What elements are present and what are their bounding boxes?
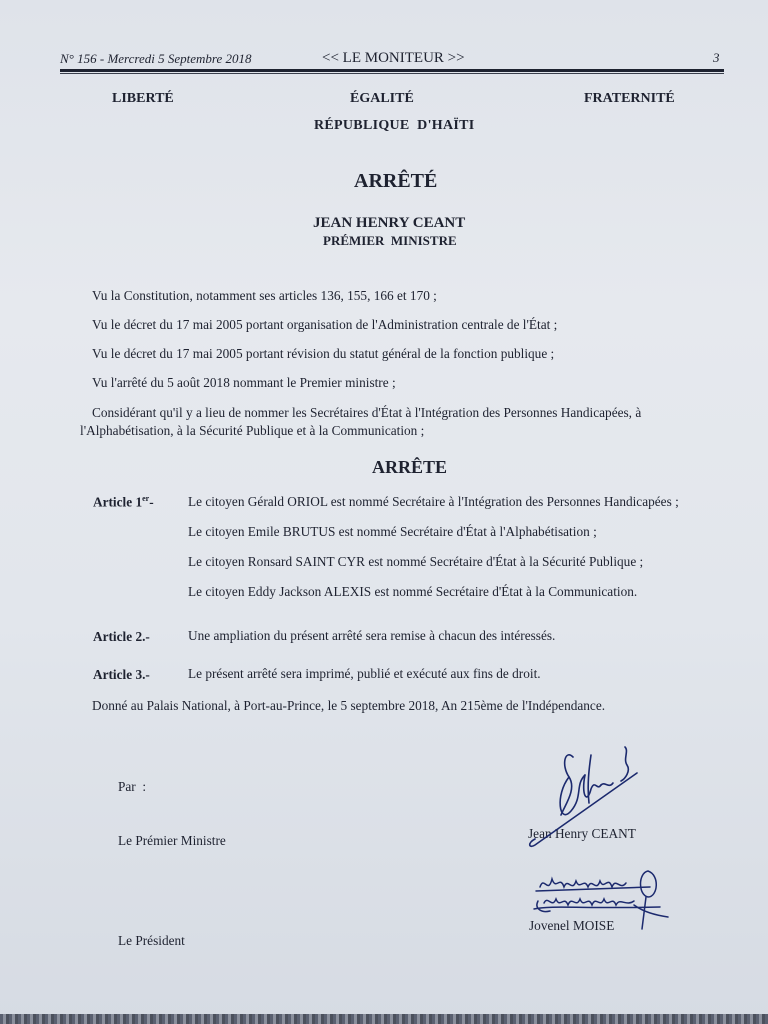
par-label (118, 779, 146, 795)
issue-info: N° 156 - Mercredi 5 Septembre 2018 (60, 51, 252, 66)
article-1-label-text: Article 1 (93, 494, 143, 510)
motto-fraternite: FRATERNITÉ (584, 91, 675, 106)
par-text: Par : (118, 779, 147, 794)
publication-name: << LE MONITEUR >> (322, 50, 465, 66)
header-rule (60, 69, 724, 72)
president-title: Le Président (118, 933, 185, 948)
considerant-line-2: l'Alphabétisation, à la Sécurité Publique et à la Communication ; (80, 423, 425, 438)
consideration-4: Vu l'arrêté du 5 août 2018 nommant le Premier ministre ; (92, 375, 396, 390)
given-at: Donné au Palais National, à Port-au-Prince, le 5 septembre 2018, An 215ème de l'Indépendance. (92, 698, 606, 713)
page-number: 3 (713, 50, 720, 65)
header-rule-thin (60, 73, 724, 74)
author-role-text: PRÉMIER MINISTRE (323, 233, 457, 248)
article-2-text: Une ampliation du présent arrêté sera remise à chacun des intéressés. (188, 628, 556, 643)
author-role (323, 233, 457, 249)
article-1-label-suffix: - (149, 494, 154, 510)
motto-egalite: ÉGALITÉ (350, 91, 414, 106)
article-1-line-4: Le citoyen Eddy Jackson ALEXIS est nommé Secrétaire d'État à la Communication. (188, 584, 638, 599)
pm-name: Jean Henry CEANT (528, 826, 636, 841)
pm-signature-icon (525, 745, 655, 855)
article-1-label-sup: er (142, 494, 150, 503)
considerant-line-1: Considérant qu'il y a lieu de nommer les Secrétaires d'État à l'Intégration des Personnes Handicapées, à (92, 405, 642, 420)
republic-name (314, 118, 475, 134)
author-name: JEAN HENRY CEANT (313, 215, 466, 231)
consideration-2: Vu le décret du 17 mai 2005 portant organisation de l'Administration centrale de l'État ; (92, 317, 558, 332)
article-1-line-2: Le citoyen Emile BRUTUS est nommé Secrétaire d'État à l'Alphabétisation ; (188, 524, 597, 539)
decree-heading: ARRÊTE (372, 457, 448, 477)
article-1-line-3: Le citoyen Ronsard SAINT CYR est nommé Secrétaire d'État à la Sécurité Publique ; (188, 554, 644, 569)
article-2-label: Article 2.- (93, 629, 150, 644)
article-3-label: Article 3.- (93, 667, 150, 682)
document-title: ARRÊTÉ (354, 170, 438, 192)
pm-title: Le Prémier Ministre (118, 833, 226, 848)
article-1-label (93, 494, 154, 510)
president-signature-icon (530, 865, 675, 945)
republic-text: RÉPUBLIQUE D'HAÏTI (314, 118, 475, 133)
president-name: Jovenel MOISE (529, 918, 615, 933)
article-3-text: Le présent arrêté sera imprimé, publié et exécuté aux fins de droit. (188, 666, 541, 681)
article-1-line-1: Le citoyen Gérald ORIOL est nommé Secrétaire à l'Intégration des Personnes Handicapées ; (188, 494, 679, 509)
motto-liberte: LIBERTÉ (112, 91, 174, 106)
consideration-1: Vu la Constitution, notamment ses articles 136, 155, 166 et 170 ; (92, 288, 437, 303)
consideration-3: Vu le décret du 17 mai 2005 portant révision du statut général de la fonction publique ; (92, 346, 555, 361)
